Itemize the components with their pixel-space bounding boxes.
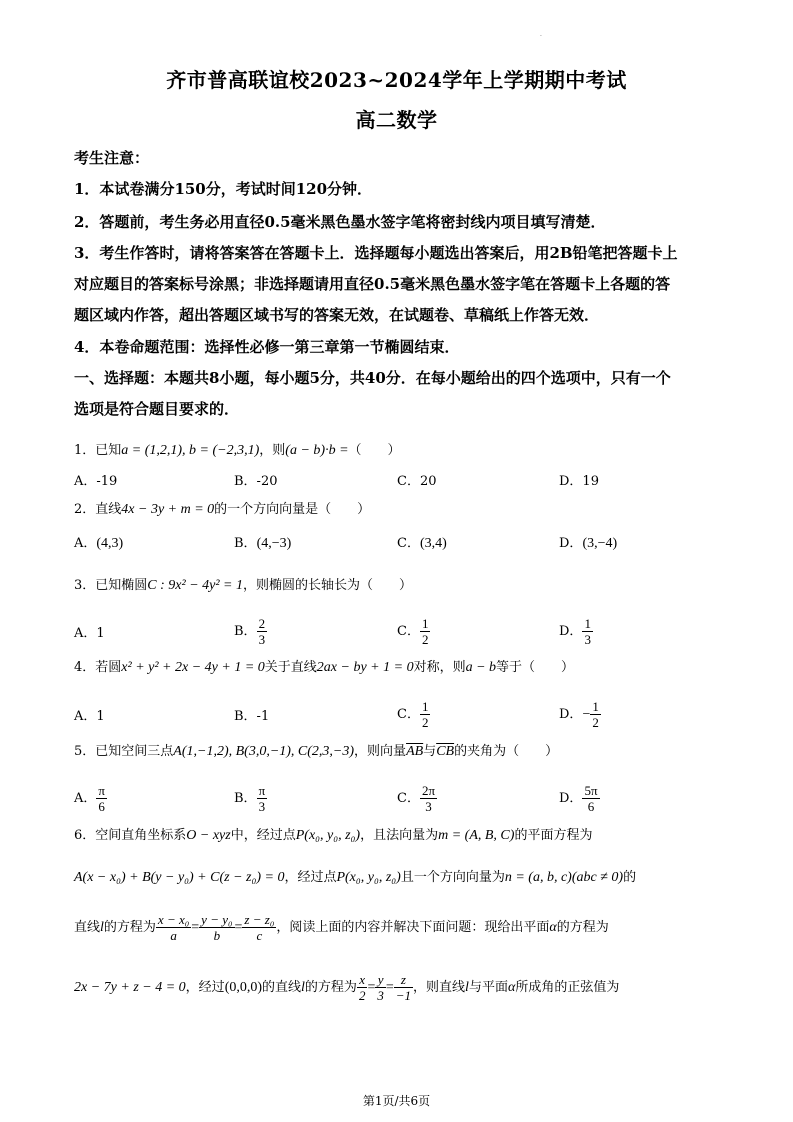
q6-l3-fy-denominator: b <box>213 928 221 943</box>
q6-l2-math-direction: n = (a, b, c)(abc ≠ 0) <box>504 870 624 885</box>
q6-l4-mid2: 的直线 <box>262 980 302 995</box>
q2-option-b-value: (4,−3) <box>256 536 292 551</box>
q5-option-d-fraction <box>582 783 599 814</box>
q6-l3-post: ，阅读上面的内容并解决下面问题：现给出平面 <box>276 920 550 935</box>
q5-option-d-denominator: 6 <box>587 799 595 814</box>
question-1 <box>74 441 401 461</box>
q6-l3-fz-denominator: c <box>256 928 263 943</box>
q1-mid: ，则 <box>259 443 286 458</box>
q5-option-c <box>397 783 437 814</box>
q6-l4-post2: 与平面 <box>468 980 508 995</box>
q6-l3-fraction-y <box>199 912 234 943</box>
q2-math-line: 4x − 3y + m = 0 <box>121 502 215 517</box>
q6-l1-math-system: O − xyz <box>186 828 231 843</box>
q6-l3-fraction-z <box>242 912 276 943</box>
exam-title: 齐市普高联谊校2023~2024学年上学期期中考试 <box>166 68 627 92</box>
q2-option-b-label: B． <box>234 536 257 551</box>
q5-option-b-denominator: 3 <box>258 799 266 814</box>
q2-option-a-label: A． <box>74 536 97 551</box>
q4-option-d <box>559 699 601 730</box>
q6-l4-gz-numerator: z <box>394 972 413 988</box>
q6-l4-post: ，则直线 <box>413 980 466 995</box>
q5-and: 与 <box>423 744 437 759</box>
q4-math-circle: x² + y² + 2x − 4y + 1 = 0 <box>121 660 265 675</box>
q2-option-a-value: (4,3) <box>96 536 124 551</box>
q2-option-a <box>74 534 123 554</box>
q5-stem: 的夹角为（ ） <box>454 744 559 759</box>
q6-l1-mid2: ，且法向量为 <box>360 828 439 843</box>
question-6-line-4 <box>74 970 619 1006</box>
q4-stem: 等于（ ） <box>496 660 575 675</box>
q3-option-d-fraction <box>582 616 593 647</box>
q5-option-c-denominator: 3 <box>425 799 432 814</box>
q6-l4-alpha: α <box>507 980 516 995</box>
question-6-line-2 <box>74 868 636 888</box>
notice-item-1: 1．本试卷满分150分，考试时间120分钟． <box>74 180 373 198</box>
q4-option-c-numerator: 1 <box>421 699 429 714</box>
q5-mid: ，则向量 <box>354 744 407 759</box>
q1-answer-blank: （ ） <box>348 443 401 458</box>
q6-l4-fraction-y <box>375 972 386 1003</box>
q6-l3-line-l: l <box>100 920 104 935</box>
q6-l4-math-origin: (0,0,0) <box>224 980 263 995</box>
q3-option-c-denominator: 2 <box>421 632 429 647</box>
q6-l3-fraction-x <box>156 912 191 943</box>
q3-option-d <box>559 616 593 647</box>
q2-option-c-label: C． <box>397 536 420 551</box>
q6-l1-prefix: 6．空间直角坐标系 <box>74 828 187 843</box>
q6-l1-math-normal: m = (A, B, C) <box>438 828 515 843</box>
q3-stem: ，则椭圆的长轴长为（ ） <box>243 578 413 593</box>
q6-l1-mid: 中，经过点 <box>230 828 296 843</box>
q6-l2-math-point: P(x₀, y₀, z₀) <box>336 870 401 885</box>
q2-option-d <box>559 534 617 554</box>
q5-option-c-label: C． <box>397 791 420 806</box>
q6-l4-gx-denominator: 2 <box>358 988 366 1003</box>
question-5 <box>74 742 558 762</box>
q6-l3-post2: 的方程为 <box>556 920 609 935</box>
q5-option-d-numerator: 5π <box>584 783 598 798</box>
q6-l4-line-l-2: l <box>465 980 469 995</box>
q3-option-b-numerator: 2 <box>258 616 266 631</box>
q6-l4-gy-denominator: 3 <box>377 988 384 1003</box>
q3-option-a: A．1 <box>74 626 105 641</box>
notice-item-2: 2．答题前，考生务必用直径0.5毫米黑色墨水签字笔将密封线内项目填写清楚． <box>74 213 606 231</box>
q4-option-c-label: C． <box>397 707 420 722</box>
q6-l2-math-plane-eq: A(x − x₀) + B(y − y₀) + C(z − z₀) = 0 <box>74 870 285 885</box>
q4-option-d-fraction <box>590 699 601 730</box>
q6-l4-fraction-x <box>357 972 368 1003</box>
section-heading-line-2: 选项是符合题目要求的． <box>74 400 240 418</box>
q6-l3-fz-numerator: z − z₀ <box>244 912 275 927</box>
q3-option-d-numerator: 1 <box>584 616 591 631</box>
scan-dot: · <box>540 33 542 40</box>
q5-option-d <box>559 783 600 814</box>
q6-l4-line-l: l <box>301 980 305 995</box>
q4-option-d-numerator: 1 <box>592 699 599 714</box>
q4-option-c-denominator: 2 <box>421 715 429 730</box>
q3-prefix: 3．已知椭圆 <box>74 578 148 593</box>
q6-l2-mid: ，经过点 <box>284 870 337 885</box>
exam-subject: 高二数学 <box>355 108 438 132</box>
q6-l3-fy-numerator: y − y₀ <box>201 912 233 927</box>
q3-option-d-label: D． <box>559 624 583 639</box>
q5-option-a-numerator: π <box>98 783 105 798</box>
q1-prefix: 1．已知 <box>74 443 122 458</box>
q5-option-b-numerator: π <box>258 783 266 798</box>
question-2 <box>74 500 370 520</box>
q5-math-points: A(1,−1,2), B(3,0,−1), C(2,3,−3) <box>173 744 355 759</box>
section-heading-line-1: 一、选择题：本题共8小题，每小题5分，共40分．在每小题给出的四个选项中，只有一个 <box>74 369 671 387</box>
q1-math-vectors: a = (1,2,1), b = (−2,3,1) <box>121 443 260 458</box>
q6-l3-alpha: α <box>549 920 557 935</box>
q6-l3-fx-numerator: x − x₀ <box>157 912 190 927</box>
q6-l2-post: 的 <box>623 870 637 885</box>
q6-l4-fraction-z <box>394 972 413 1003</box>
q6-l1-math-point: P(x₀, y₀, z₀) <box>295 828 361 843</box>
q5-prefix: 5．已知空间三点 <box>74 744 174 759</box>
notice-item-3-line-2: 对应题目的答案标号涂黑；非选择题请用直径0.5毫米黑色墨水签字笔在答题卡上各题的答 <box>74 275 671 293</box>
q5-option-b-fraction <box>257 783 268 814</box>
q4-mid: 关于直线 <box>264 660 317 675</box>
q6-l2-mid2: 且一个方向向量为 <box>400 870 505 885</box>
q2-option-c <box>397 534 447 554</box>
q5-option-c-numerator: 2π <box>421 783 436 798</box>
q4-prefix: 4．若圆 <box>74 660 122 675</box>
q5-option-a-label: A． <box>74 791 97 806</box>
q6-l3-equals-2: = <box>234 920 243 935</box>
q4-math-expr: a − b <box>465 660 497 675</box>
q2-stem: 的一个方向向量是（ ） <box>214 502 371 517</box>
q2-prefix: 2．直线 <box>74 502 122 517</box>
q4-option-c <box>397 699 430 730</box>
q5-option-a-fraction <box>96 783 107 814</box>
q5-vector-cb: $\overline{CB}$ <box>436 744 455 759</box>
question-3 <box>74 576 412 596</box>
q6-l3-prefix: 直线 <box>74 920 101 935</box>
question-4 <box>74 658 574 678</box>
q6-l4-mid3: 的方程为 <box>304 980 357 995</box>
notice-item-3-line-3: 题区域内作答，超出答题区域书写的答案无效，在试题卷、草稿纸上作答无效． <box>74 306 600 324</box>
q6-l4-gy-numerator: y <box>375 972 386 988</box>
q4-mid2: 对称，则 <box>413 660 466 675</box>
q6-l4-gz-denominator: −1 <box>395 988 412 1003</box>
q4-math-line: 2ax − by + 1 = 0 <box>316 660 414 675</box>
q2-option-d-value: (3,−4) <box>582 536 618 551</box>
q3-option-d-denominator: 3 <box>584 632 591 647</box>
q3-option-b-label: B． <box>234 624 257 639</box>
q4-option-c-fraction <box>420 699 431 730</box>
q4-option-d-sign: − <box>582 707 591 722</box>
question-6-line-3 <box>74 910 609 946</box>
q3-option-b-fraction <box>257 616 268 647</box>
q5-option-b <box>234 783 267 814</box>
q6-l4-post3: 所成角的正弦值为 <box>515 980 620 995</box>
q2-option-b <box>234 534 291 554</box>
q6-l3-equals-1: = <box>191 920 200 935</box>
notice-heading: 考生注意： <box>74 149 150 167</box>
q1-math-expression: (a − b)·b = <box>285 443 349 458</box>
q4-option-d-label: D． <box>559 707 583 722</box>
q3-option-b <box>234 616 267 647</box>
q4-option-d-denominator: 2 <box>592 715 599 730</box>
q5-option-b-label: B． <box>234 791 257 806</box>
q6-l3-mid: 的方程为 <box>103 920 156 935</box>
q5-option-c-fraction <box>420 783 437 814</box>
q3-option-c-numerator: 1 <box>421 616 429 631</box>
q3-option-b-denominator: 3 <box>258 632 266 647</box>
q1-option-a: A．-19 <box>74 474 118 489</box>
q3-math-ellipse: C : 9x² − 4y² = 1 <box>147 578 243 593</box>
q6-l4-equals-2: = <box>385 980 394 995</box>
q3-option-c-label: C． <box>397 624 420 639</box>
notice-item-4: 4．本卷命题范围：选择性必修一第三章第一节椭圆结束． <box>74 338 460 356</box>
q3-option-c <box>397 616 430 647</box>
q4-option-b: B．-1 <box>234 709 270 724</box>
q6-l3-fx-denominator: a <box>170 928 177 943</box>
page-footer: 第1页/共6页 <box>362 1094 431 1108</box>
q5-option-a <box>74 783 107 814</box>
q6-l4-equals-1: = <box>367 980 376 995</box>
q4-option-a: A．1 <box>74 709 105 724</box>
q3-option-c-fraction <box>420 616 431 647</box>
question-6-line-1 <box>74 826 592 846</box>
q1-option-d: D．19 <box>559 474 599 489</box>
q2-option-d-label: D． <box>559 536 583 551</box>
q5-option-d-label: D． <box>559 791 583 806</box>
q6-l4-gx-numerator: x <box>357 972 368 988</box>
q6-l1-post: 的平面方程为 <box>514 828 593 843</box>
q2-option-c-value: (3,4) <box>419 536 447 551</box>
q1-option-c: C．20 <box>397 474 437 489</box>
q6-l4-math-plane: 2x − 7y + z − 4 = 0 <box>74 980 186 995</box>
q5-option-a-denominator: 6 <box>98 799 105 814</box>
q1-option-b: B．-20 <box>234 474 278 489</box>
q6-l4-mid: ，经过 <box>185 980 225 995</box>
notice-item-3-line-1: 3．考生作答时，请将答案答在答题卡上．选择题每小题选出答案后，用2B铅笔把答题卡上 <box>74 244 678 262</box>
q5-vector-ab: $\overline{AB}$ <box>406 744 424 759</box>
